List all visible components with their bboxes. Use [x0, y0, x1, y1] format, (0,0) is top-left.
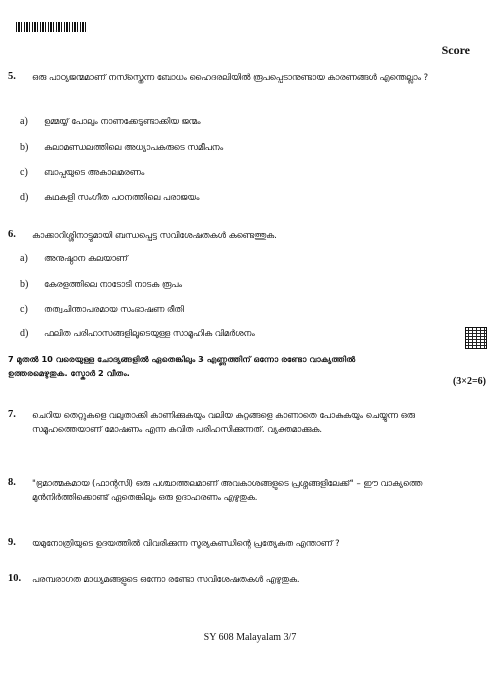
option-text: ഫലിത പരിഹാസങ്ങളിലൂടെയുള്ള സാമൂഹിക വിമർശനം	[44, 328, 255, 338]
option-5a	[20, 116, 201, 127]
option-text: കഥകളി സംഗീത പഠനത്തിലെ പരാജയം	[44, 192, 200, 202]
option-5c	[20, 167, 144, 178]
option-text: അനുഷ്ഠാന കലയാണ്	[44, 253, 128, 263]
question-text: ചെറിയ തെറ്റുകളെ വലുതാക്കി കാണിക്കുകയും വലിയ കുറ്റങ്ങളെ കാണാതെ പോകുകയും ചെയ്യുന്ന ഒരു സമൂഹത്തെയാണ് മോഷണം എന്ന കവിത പരിഹസിക്കുന്നത്. വ്യക്തമാക്കുക.	[32, 410, 415, 434]
qr-code	[465, 327, 487, 349]
question-number: 7.	[8, 409, 16, 420]
option-label: a)	[20, 116, 28, 127]
option-text: ഉമ്മയ്യ് പോലും നാണക്കേടുണ്ടാക്കിയ ജന്മം	[44, 116, 201, 126]
section-marks: (3×2=6)	[452, 376, 486, 387]
question-7	[8, 408, 468, 436]
question-8	[8, 476, 468, 504]
option-text: കലാമണ്ഡലത്തിലെ അധ്യാപകരുടെ സമീപനം	[44, 142, 224, 152]
option-label: a)	[20, 253, 28, 264]
question-number: 9.	[8, 537, 16, 548]
score-label: Score	[441, 43, 470, 57]
question-10	[8, 572, 468, 586]
option-text: തത്വചിന്താപരമായ സംഭാഷണ രീതി	[44, 304, 184, 314]
barcode	[16, 22, 88, 32]
question-text: യമുനോത്രിയുടെ ഉദയത്തിൽ വിവരിക്കുന്ന സൂര്യകുണ്ഡിന്റെ പ്രത്യേകത എന്താണ് ?	[32, 538, 340, 548]
option-label: c)	[20, 304, 28, 315]
option-label: d)	[20, 192, 29, 203]
question-number: 6.	[8, 229, 16, 240]
option-5b	[20, 142, 223, 153]
question-number: 5.	[8, 71, 16, 82]
option-6c	[20, 304, 184, 315]
question-text: ഒരു പാഠ്യജന്മമാണ് നസ്സ്തെന്ന ബോധം ഹൈദരലിയിൽ രൂപപ്പെടാനുണ്ടായ കാരണങ്ങൾ എന്തെല്ലാം ?	[32, 72, 429, 82]
question-6	[8, 228, 462, 242]
instruction-text: 7 മുതൽ 10 വരെയുള്ള ചോദ്യങ്ങളിൽ ഏതെങ്കിലും 3 എണ്ണത്തിന് ഒന്നോ രണ്ടോ വാക്യത്തിൽ ഉത്തരമെഴുതുക. സ്കോർ 2 വീതം.	[8, 354, 356, 378]
option-6b	[20, 279, 182, 290]
option-label: d)	[20, 328, 29, 339]
option-label: c)	[20, 167, 28, 178]
question-text: പരമ്പരാഗത മാധ്യമങ്ങളുടെ ഒന്നോ രണ്ടോ സവിശേഷതകൾ എഴുതുക.	[32, 574, 300, 584]
question-9	[8, 536, 468, 550]
question-number: 8.	[8, 477, 16, 488]
question-5	[8, 70, 462, 84]
question-text: "ഭ്രമാത്മകമായ (ഫാന്റസി) ഒരു പശ്ചാത്തലമാണ് അവകാശങ്ങളുടെ പ്രശ്നങ്ങളിലേക്ക്" – ഈ വാക്യത്തെ മുൻനിർത്തിക്കൊണ്ട് ഏതെങ്കിലും ഒരു ഉദാഹരണം എഴുതുക.	[32, 478, 423, 502]
option-5d	[20, 192, 199, 203]
option-label: b)	[20, 279, 29, 290]
question-text: കാക്കാറിശ്ശിനാട്ടുമായി ബന്ധപ്പെട്ട സവിശേഷതകൾ കണ്ടെത്തുക.	[32, 230, 277, 240]
option-label: b)	[20, 142, 29, 153]
question-number: 10.	[8, 573, 22, 584]
option-text: കേരളത്തിലെ നാടോടി നാടക രൂപം	[44, 279, 182, 289]
option-6a	[20, 253, 128, 264]
option-6d	[20, 328, 255, 339]
page-footer: SY 608 Malayalam 3/7	[203, 632, 297, 643]
section-instruction	[8, 352, 408, 380]
option-text: ബാപ്പയുടെ അകാലമരണം	[44, 167, 145, 177]
